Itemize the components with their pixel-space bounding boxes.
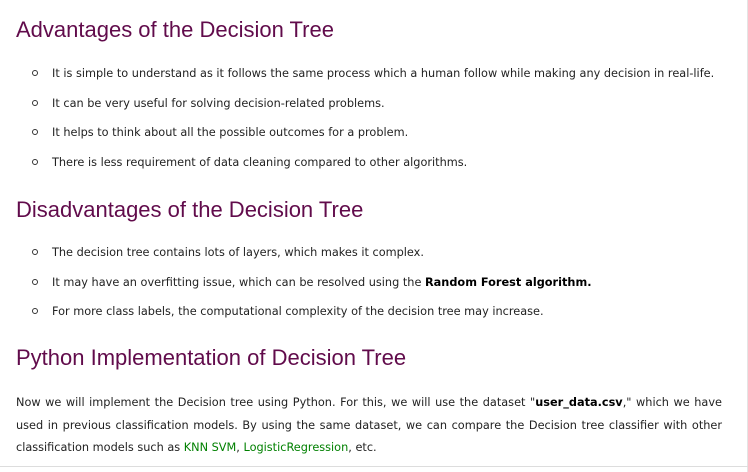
- disadvantages-heading: Disadvantages of the Decision Tree: [16, 197, 364, 222]
- python-implementation-heading: Python Implementation of Decision Tree: [16, 345, 407, 370]
- random-forest-term: Random Forest algorithm.: [424, 275, 592, 289]
- list-item-text: It may have an overfitting issue, which can be resolved using the: [52, 275, 425, 289]
- list-item: [32, 246, 592, 276]
- advantages-heading: Advantages of the Decision Tree: [16, 17, 334, 42]
- knn-link[interactable]: KNN: [183, 441, 209, 454]
- paragraph-text: ," which we have used in previous classification models. By using the same dataset, we can compare the Decision tree classifier with other classification models such as: [16, 396, 722, 454]
- list-item: [32, 305, 592, 335]
- list-item: [32, 67, 714, 97]
- python-intro-paragraph: Now we will implement the Decision tree using Python. For this, we will use the dataset "user_data.csv," which we have used in previous classification models. By using the same dataset, we can compare the Decision tree classifier with other classification models such as KNN SVM, LogisticRegression, etc.: [16, 396, 722, 454]
- list-item-text: For more class labels, the computational complexity of the decision tree may increase.: [52, 305, 544, 319]
- paragraph-text: Now we will implement the Decision tree using Python. For this, we will use the dataset ": [16, 396, 536, 409]
- list-item-text: It can be very useful for solving decision-related problems.: [52, 96, 385, 110]
- list-item-text: There is less requirement of data cleaning compared to other algorithms.: [52, 156, 468, 170]
- bullet-circle-icon: [32, 249, 38, 255]
- advantages-list: [32, 67, 714, 186]
- bullet-circle-icon: [32, 100, 38, 106]
- dataset-name: user_data.csv: [535, 396, 623, 409]
- bullet-circle-icon: [32, 70, 38, 76]
- list-item: [32, 126, 714, 156]
- disadvantages-list: [32, 246, 592, 335]
- bullet-circle-icon: [32, 129, 38, 135]
- list-item-text: It is simple to understand as it follows the same process which a human follow while making any decision in real-life.: [52, 67, 715, 80]
- list-item: [32, 97, 714, 127]
- list-item: [32, 156, 714, 186]
- list-item-text: The decision tree contains lots of layers, which makes it complex.: [52, 246, 424, 259]
- bullet-circle-icon: [32, 308, 38, 314]
- logistic-regression-link[interactable]: LogisticRegression: [243, 441, 349, 454]
- bullet-circle-icon: [32, 279, 38, 285]
- list-item-text: It helps to think about all the possible outcomes for a problem.: [52, 126, 409, 140]
- bullet-circle-icon: [32, 159, 38, 165]
- svm-link[interactable]: SVM: [211, 441, 237, 454]
- paragraph-text: , etc.: [348, 441, 377, 454]
- divider: [0, 466, 748, 467]
- list-item: [32, 276, 592, 306]
